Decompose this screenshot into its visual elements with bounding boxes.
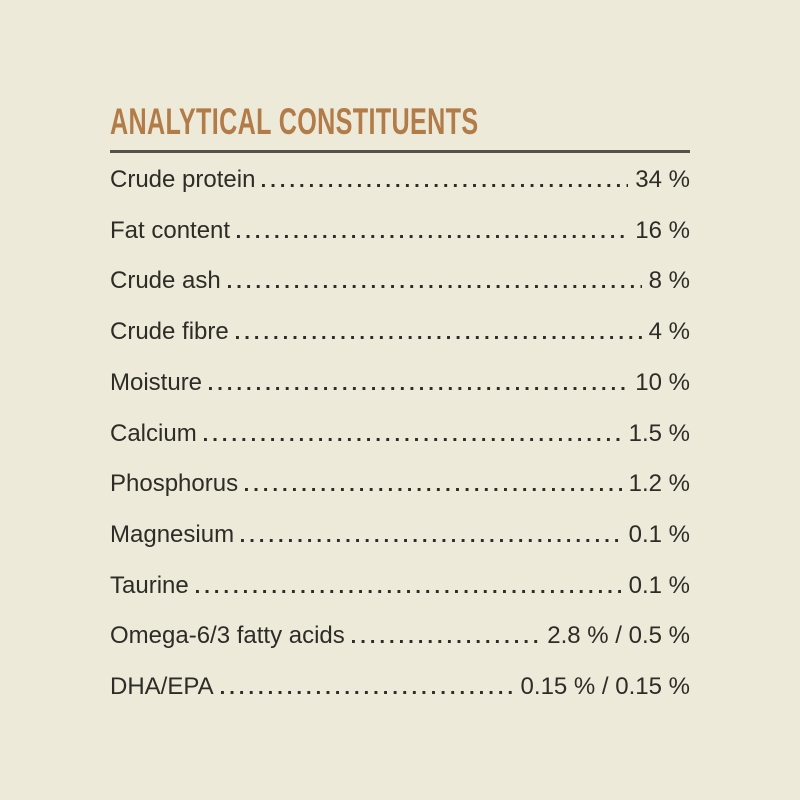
row-value: 0.1 % [628,571,690,599]
dot-leader [228,285,642,288]
table-row [110,155,690,206]
dot-leader [204,438,622,441]
row-value: 2.8 % / 0.5 % [547,622,690,650]
table-row [110,510,690,561]
row-value: 1.5 % [628,419,690,447]
table-row [110,358,690,409]
row-label: Crude fibre [110,318,229,346]
row-value: 10 % [635,368,690,396]
row-value: 0.1 % [628,520,690,548]
table-row [110,611,690,662]
row-label: Crude protein [110,166,256,193]
table-row [110,561,690,612]
dot-leader [221,691,514,694]
row-label: Crude ash [110,267,221,295]
dot-leader [245,488,622,491]
dot-leader [236,336,642,339]
table-row [110,206,690,257]
dot-leader [209,387,628,390]
row-label: Moisture [110,368,203,396]
row-value: 0.15 % / 0.15 % [520,673,690,701]
row-label: Fat content [110,216,231,244]
row-label: Taurine [110,571,189,599]
row-label: Omega-6/3 fatty acids [110,622,345,650]
analytical-constituents-panel [110,103,690,713]
row-label: Magnesium [110,520,235,548]
dot-leader [241,539,622,542]
row-value: 16 % [635,216,690,244]
dot-leader [196,590,622,593]
row-value: 8 % [648,267,690,295]
section-title: ANALYTICAL CONSTITUENTS [110,101,479,142]
dot-leader [237,235,628,238]
dot-leader [262,184,628,187]
dot-leader [352,640,540,643]
table-row [110,307,690,358]
table-row [110,662,690,713]
row-label: Calcium [110,419,197,447]
title-divider [110,150,690,153]
row-value: 34 % [635,166,690,193]
row-value: 4 % [648,318,690,346]
row-value: 1.2 % [628,470,690,498]
row-label: DHA/EPA [110,673,214,701]
table-row [110,459,690,510]
constituents-table [110,155,690,713]
table-row [110,256,690,307]
row-label: Phosphorus [110,470,239,498]
table-row [110,409,690,460]
